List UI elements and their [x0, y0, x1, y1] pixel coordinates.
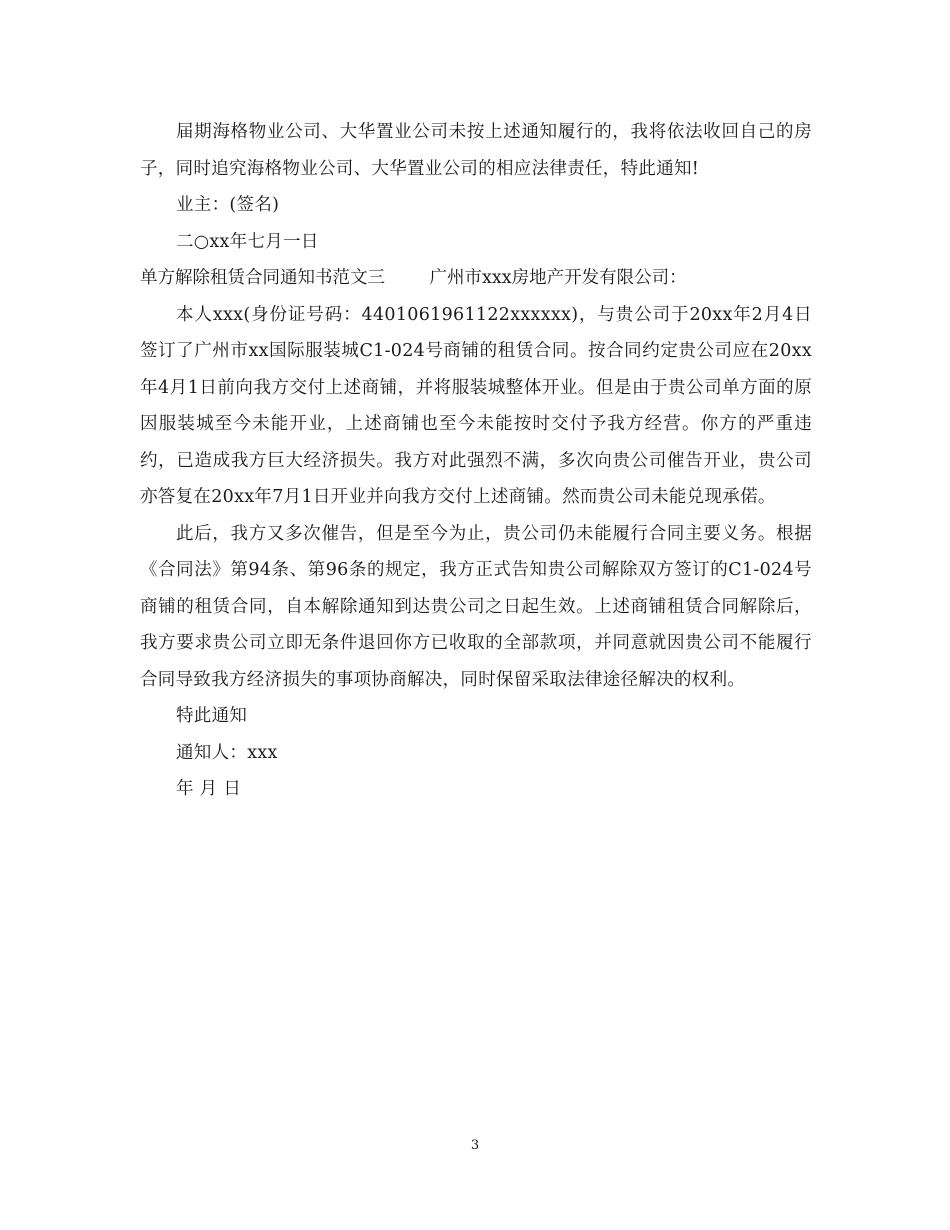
paragraph-2: 此后，我方又多次催告，但是至今为止，贵公司仍未能履行合同主要义务。根据《合同法》第94条、第96条的规定，我方正式告知贵公司解除双方签订的C1-024号商铺的租赁合同，自本解除通知到达贵公司之日起生效。上述商铺租赁合同解除后，我方要求贵公司立即无条件退回你方已收取的全部款项，并同意就因贵公司不能履行合同导致我方经济损失的事项协商解决，同时保留采取法律途径解决的权利。	[140, 523, 812, 690]
blank-date-line: 年 月 日	[176, 779, 242, 799]
paragraph-1: 本人xxx(身份证号码：4401061961122xxxxxx)，与贵公司于20xx年2月4日签订了广州市xx国际服装城C1-024号商铺的租赁合同。按合同约定贵公司应在20xx年4月1日前向我方交付上述商铺，并将服装城整体开业。但是由于贵公司单方面的原因服装城至今未能开业，上述商铺也至今未能按时交付予我方经营。你方的严重违约，已造成我方巨大经济损失。我方对此强烈不满，多次向贵公司催告开业，贵公司亦答复在20xx年7月1日开业并向我方交付上述商铺。然而贵公司未能兑现承偌。	[140, 304, 812, 507]
notifier-line: 通知人：xxx	[176, 742, 278, 763]
document-body	[140, 114, 812, 808]
page-number: 3	[470, 1138, 480, 1153]
section-title: 单方解除租赁合同通知书范文三	[140, 268, 385, 288]
owner-signature-line: 业主：(签名)	[176, 195, 280, 215]
section-heading-line	[140, 260, 812, 297]
addressee: 广州市xxx房地产开发有限公司：	[429, 268, 687, 288]
date-line: 二○xx年七月一日	[176, 231, 319, 252]
paragraph-warning: 届期海格物业公司、大华置业公司未按上述通知履行的，我将依法收回自己的房子，同时追究海格物业公司、大华置业公司的相应法律责任，特此通知!	[140, 122, 812, 179]
closing-line: 特此通知	[176, 706, 248, 726]
